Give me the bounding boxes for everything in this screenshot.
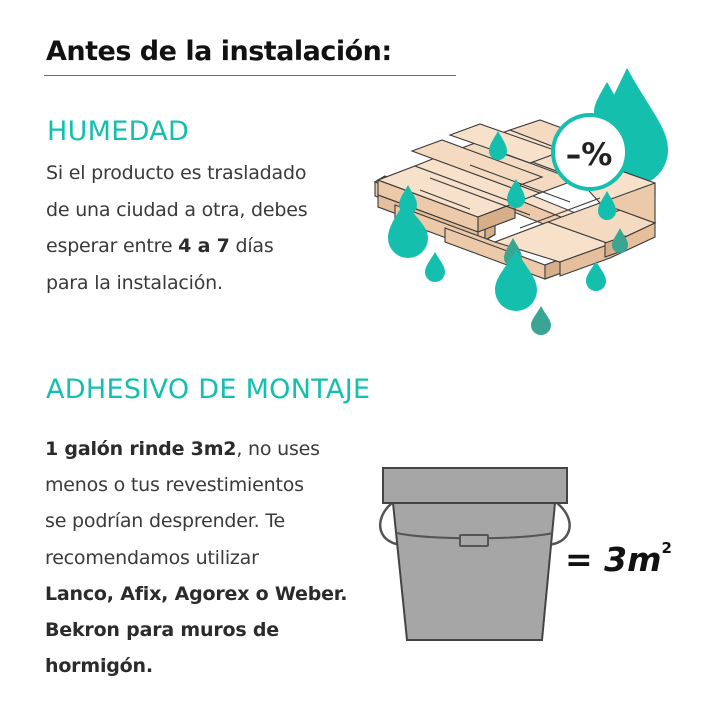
humidity-line-4: para la instalación. — [46, 271, 223, 294]
coverage-equation — [565, 540, 672, 579]
adhesive-line-6: Bekron para muros de — [45, 619, 279, 642]
humidity-line-1: Si el producto es trasladado — [46, 162, 307, 184]
coverage-value: 3m — [604, 540, 662, 579]
page-title: Antes de la instalación: — [46, 36, 392, 67]
adhesive-heading: ADHESIVO DE MONTAJE — [46, 374, 371, 405]
adhesive-line-1: 1 galón rinde 3m2, no uses — [45, 438, 320, 460]
adhesive-line-7: hormigón. — [45, 655, 153, 678]
humidity-badge-label: –% — [565, 137, 613, 173]
humidity-line-3: esperar entre 4 a 7 días — [46, 235, 274, 257]
adhesive-line-3: se podrían desprender. Te — [45, 510, 285, 533]
humidity-heading: HUMEDAD — [47, 116, 190, 147]
coverage-exponent: 2 — [661, 539, 672, 557]
adhesive-line-5: Lanco, Afix, Agorex o Weber. — [45, 582, 348, 605]
adhesive-line-4: recomendamos utilizar — [45, 546, 259, 569]
equals-sign: = — [565, 540, 593, 579]
adhesive-line-2: menos o tus revestimientos — [45, 474, 304, 497]
humidity-line-2: de una ciudad a otra, debes — [46, 198, 308, 221]
humidity-days-range: 4 a 7 — [178, 235, 230, 257]
